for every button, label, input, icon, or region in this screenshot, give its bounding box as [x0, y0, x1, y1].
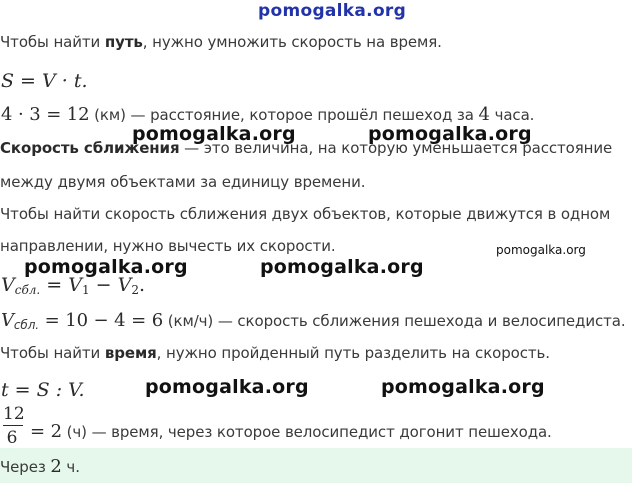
text-line-time-rule — [0, 344, 550, 362]
watermark: pomogalka.org — [132, 123, 296, 145]
math-subscript: сбл. — [14, 283, 41, 297]
formula-text: t = S : V. — [1, 379, 85, 401]
text-fragment: ч. — [61, 458, 80, 476]
text-fragment: , нужно умножить скорость на время. — [142, 33, 442, 51]
text-fragment: Чтобы найти — [0, 33, 105, 51]
text-fragment: , нужно пройденный путь разделить на скорость. — [156, 344, 550, 362]
watermark-small: pomogalka.org — [496, 243, 586, 257]
formula-text: S = V · t. — [1, 70, 88, 92]
math-symbol: . — [138, 274, 146, 296]
text-line-approach-speed-result — [1, 310, 626, 332]
text-line: Чтобы найти скорость сближения двух объектов, которые движутся в одном — [0, 205, 611, 223]
fraction-bar — [3, 425, 23, 426]
answer-text — [0, 456, 80, 477]
text-line-time-result — [30, 421, 552, 442]
bold-term-time: время — [104, 344, 157, 362]
answer-box — [0, 448, 632, 483]
math-symbol: = V — [40, 274, 82, 296]
text-line-path-rule — [0, 33, 442, 51]
bold-term-approach-speed: Скорость сближения — [0, 139, 180, 157]
text-line: между двумя объектами за единицу времени. — [0, 173, 366, 191]
text-fragment: (ч) — время, через которое велосипедист догонит пешехода. — [61, 423, 552, 441]
watermark: pomogalka.org — [24, 256, 188, 278]
watermark-top: pomogalka.org — [258, 1, 407, 21]
watermark: pomogalka.org — [381, 376, 545, 398]
bold-term-path: путь — [104, 33, 143, 51]
text-line-approach-speed-def — [0, 139, 612, 157]
math-expression: = 2 — [30, 421, 62, 442]
watermark: pomogalka.org — [260, 256, 424, 278]
text-fragment: Чтобы найти — [0, 344, 105, 362]
math-expression: 4 · 3 = 12 — [1, 104, 90, 125]
text-fragment: — это величина, на которую уменьшается расстояние — [179, 139, 613, 157]
fraction-numerator: 12 — [3, 404, 25, 424]
watermark: pomogalka.org — [368, 123, 532, 145]
watermark: pomogalka.org — [145, 376, 309, 398]
text-fragment: часа. — [489, 106, 535, 124]
text-fragment: (км/ч) — скорость сближения пешехода и велосипедиста. — [163, 312, 626, 330]
math-expression: = 10 − 4 = 6 — [39, 310, 164, 331]
text-line: направлении, нужно вычесть их скорости. — [0, 237, 336, 255]
fraction-denominator: 6 — [6, 428, 18, 448]
text-fragment: (км) — расстояние, которое прошёл пешеход за — [89, 106, 479, 124]
math-subscript: 1 — [81, 283, 90, 297]
math-symbol: V — [1, 310, 14, 331]
answer-number: 2 — [50, 456, 62, 477]
formula-approach-speed — [1, 274, 145, 297]
math-symbol: V — [1, 274, 15, 296]
formula-time — [1, 379, 85, 401]
math-number: 4 — [478, 104, 490, 125]
math-subscript: сбл. — [13, 318, 39, 332]
text-line-distance-result — [1, 104, 534, 125]
math-symbol: − V — [89, 274, 132, 296]
formula-distance — [1, 70, 88, 92]
text-fragment: Через — [0, 458, 51, 476]
math-subscript: 2 — [131, 283, 139, 297]
